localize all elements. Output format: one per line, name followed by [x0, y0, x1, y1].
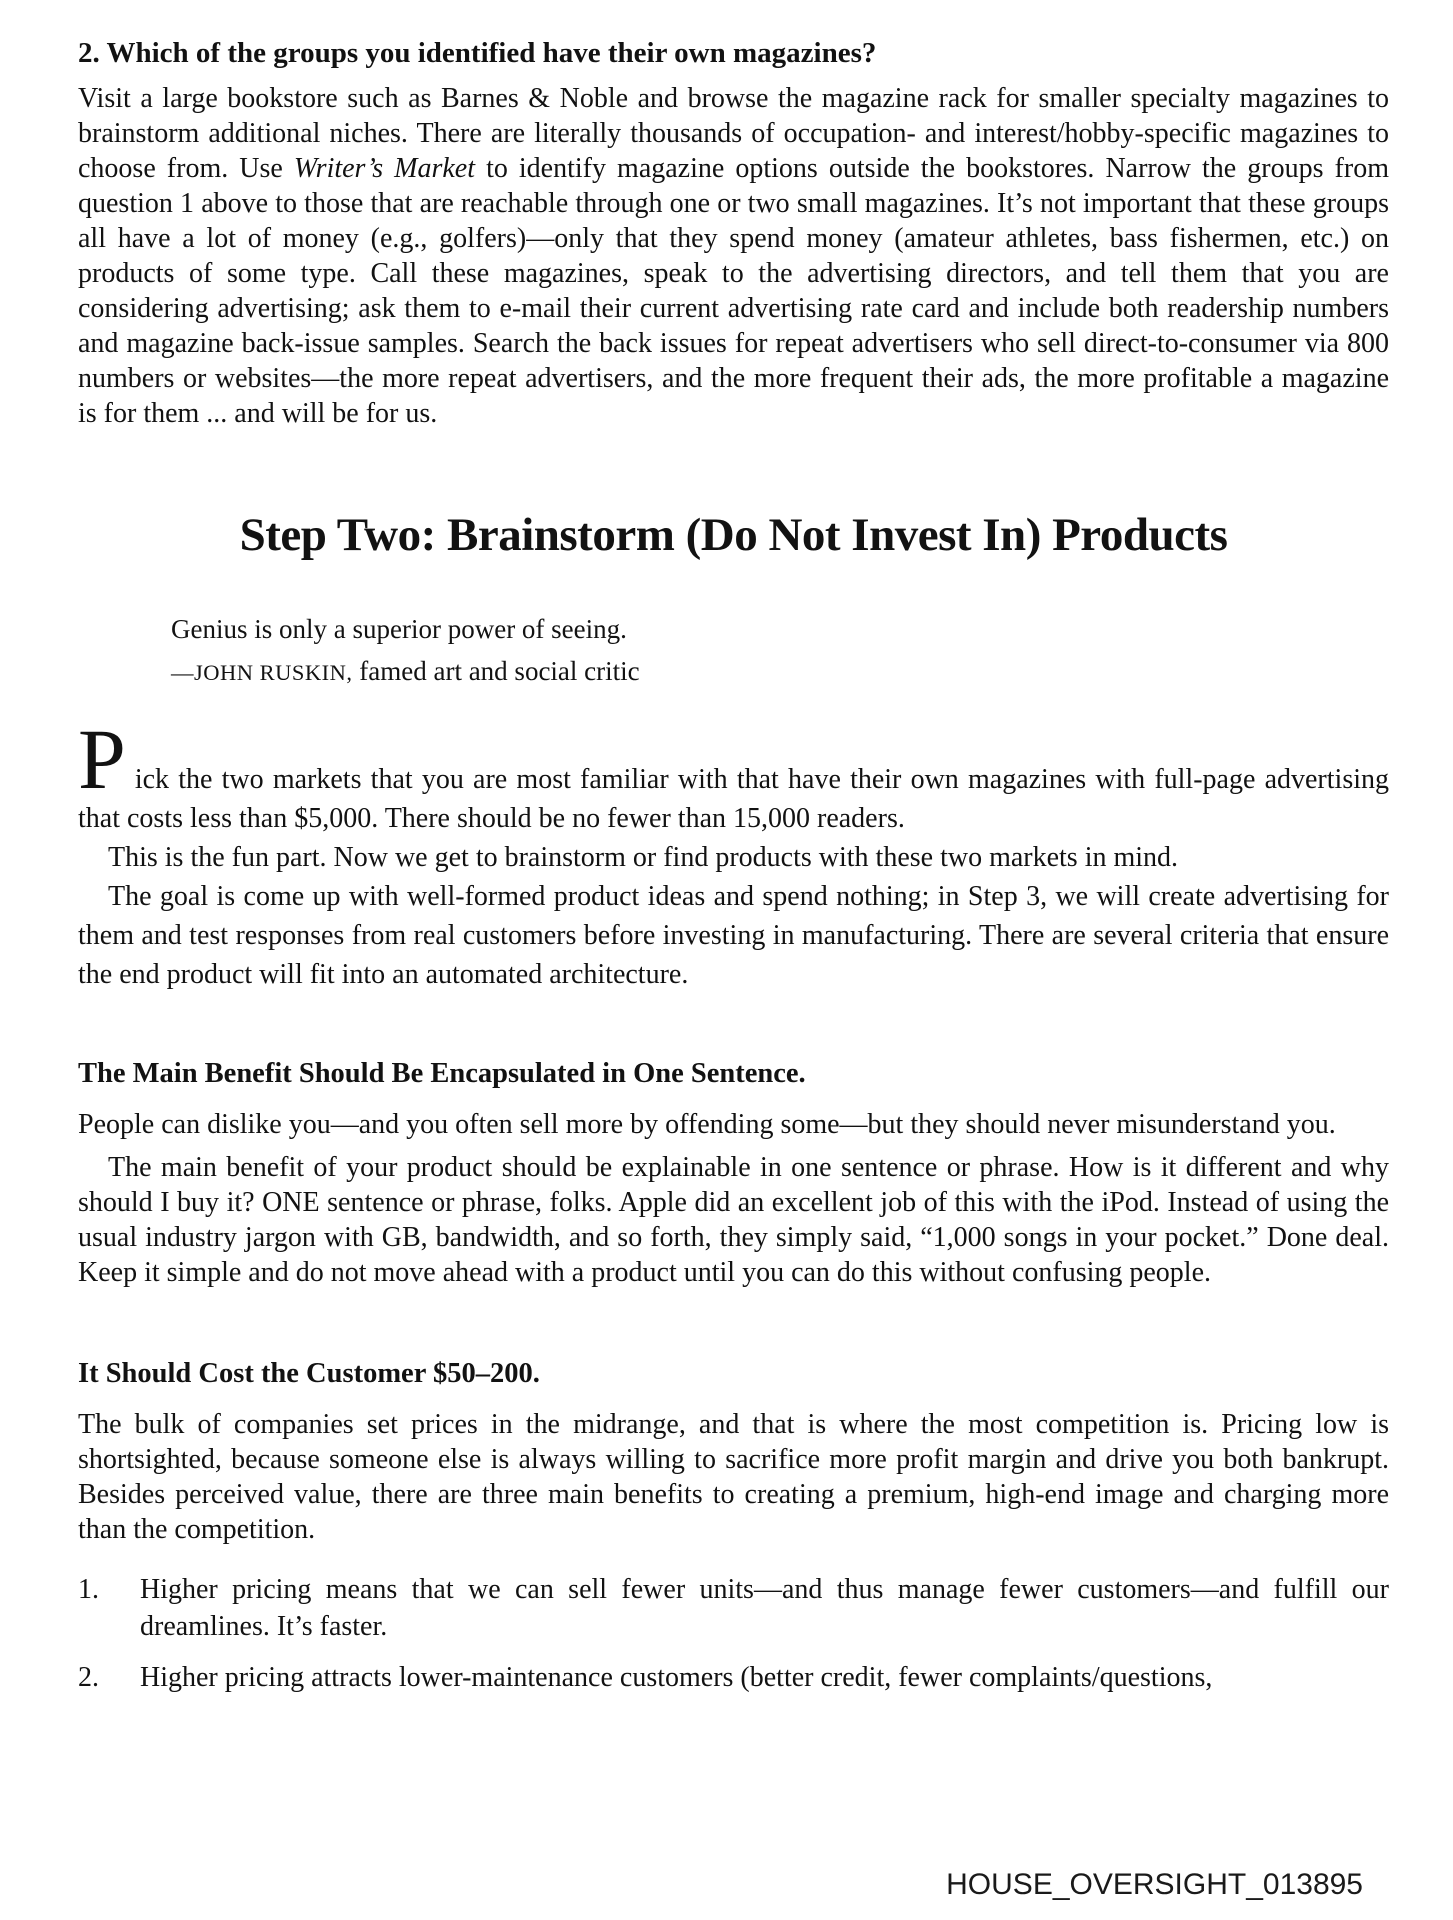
- main-benefit-heading: The Main Benefit Should Be Encapsulated in One Sentence.: [78, 1058, 806, 1089]
- page-content: [0, 36, 1453, 1696]
- question-paragraph: [78, 81, 1389, 431]
- list-item: [78, 1659, 1389, 1696]
- chapter-title: Step Two: Brainstorm (Do Not Invest In) Products: [239, 509, 1228, 561]
- question-paragraph-text-1: Visit a large bookstore such as Barnes & Noble and browse the magazine rack for smaller specialty magazines to brainstorm additional niches. There are literally thousands of occupation- and interest/hobby-specific magazines to choose from. Use: [78, 83, 1389, 184]
- bates-number: HOUSE_OVERSIGHT_013895: [946, 1868, 1363, 1901]
- step-two-body: [78, 711, 1389, 994]
- question-heading: 2. Which of the groups you identified have their own magazines?: [78, 37, 877, 69]
- list-item-text: Higher pricing attracts lower-maintenance customers (better credit, fewer complaints/questions,: [140, 1662, 1213, 1693]
- cost-heading: It Should Cost the Customer $50–200.: [78, 1358, 540, 1389]
- drop-cap-letter: P: [78, 711, 127, 807]
- epigraph-block: [171, 609, 1389, 695]
- opening-paragraph-text: ick the two markets that you are most familiar with that have their own magazines with full-page advertising that costs less than $5,000. There should be no fewer than 15,000 readers.: [78, 764, 1389, 834]
- opening-paragraph: [78, 711, 1389, 838]
- fun-part-paragraph: This is the fun part. Now we get to brainstorm or find products with these two markets in mind.: [108, 842, 1179, 873]
- goal-paragraph: The goal is come up with well-formed product ideas and spend nothing; in Step 3, we will create advertising for them and test responses from real customers before investing in manufacturing. There are several criteria that ensure the end product will fit into an automated architecture.: [78, 881, 1389, 990]
- list-item-number: 1.: [78, 1574, 99, 1605]
- list-item-text: Higher pricing means that we can sell fewer units—and thus manage fewer customers—and fulfill our dreamlines. It’s faster.: [140, 1574, 1389, 1642]
- question-paragraph-text-2: to identify magazine options outside the bookstores. Narrow the groups from question 1 above to those that are reachable through one or two small magazines. It’s not important that these groups all have a lot of money (e.g., golfers)—only that they spend money (amateur athletes, bass fishermen, etc.) on products of some type. Call these magazines, speak to the advertising directors, and tell them that you are considering advertising; ask them to e-mail their current advertising rate card and include both readership numbers and magazine back-issue samples. Search the back issues for repeat advertisers who sell direct-to-consumer via 800 numbers or websites—the more repeat advertisers, and the more frequent their ads, the more profitable a magazine is for them ... and will be for us.: [78, 153, 1389, 429]
- benefits-list: [78, 1571, 1389, 1696]
- epigraph-author-name: —JOHN RUSKIN,: [171, 660, 353, 685]
- epigraph-text: Genius is only a superior power of seeing.: [171, 614, 627, 644]
- book-title-italic: Writer’s Market: [293, 153, 476, 184]
- epigraph-attribution: [171, 649, 1389, 695]
- cost-paragraph: The bulk of companies set prices in the midrange, and that is where the most competition is. Pricing low is shortsighted, because someone else is always willing to sacrifice more profit margin and drive you both bankrupt. Besides perceived value, there are three main benefits to creating a premium, high-end image and charging more than the competition.: [78, 1409, 1389, 1545]
- list-item-number: 2.: [78, 1662, 99, 1693]
- main-benefit-paragraph-2: The main benefit of your product should be explainable in one sentence or phrase. How is it different and why should I buy it? ONE sentence or phrase, folks. Apple did an excellent job of this with the iPod. Instead of using the usual industry jargon with GB, bandwidth, and so forth, they simply said, “1,000 songs in your pocket.” Done deal. Keep it simple and do not move ahead with a product until you can do this without confusing people.: [78, 1152, 1389, 1288]
- main-benefit-paragraph-1: People can dislike you—and you often sell more by offending some—but they should never misunderstand you.: [78, 1109, 1336, 1140]
- list-item: [78, 1571, 1389, 1645]
- epigraph-author-description: famed art and social critic: [352, 656, 640, 686]
